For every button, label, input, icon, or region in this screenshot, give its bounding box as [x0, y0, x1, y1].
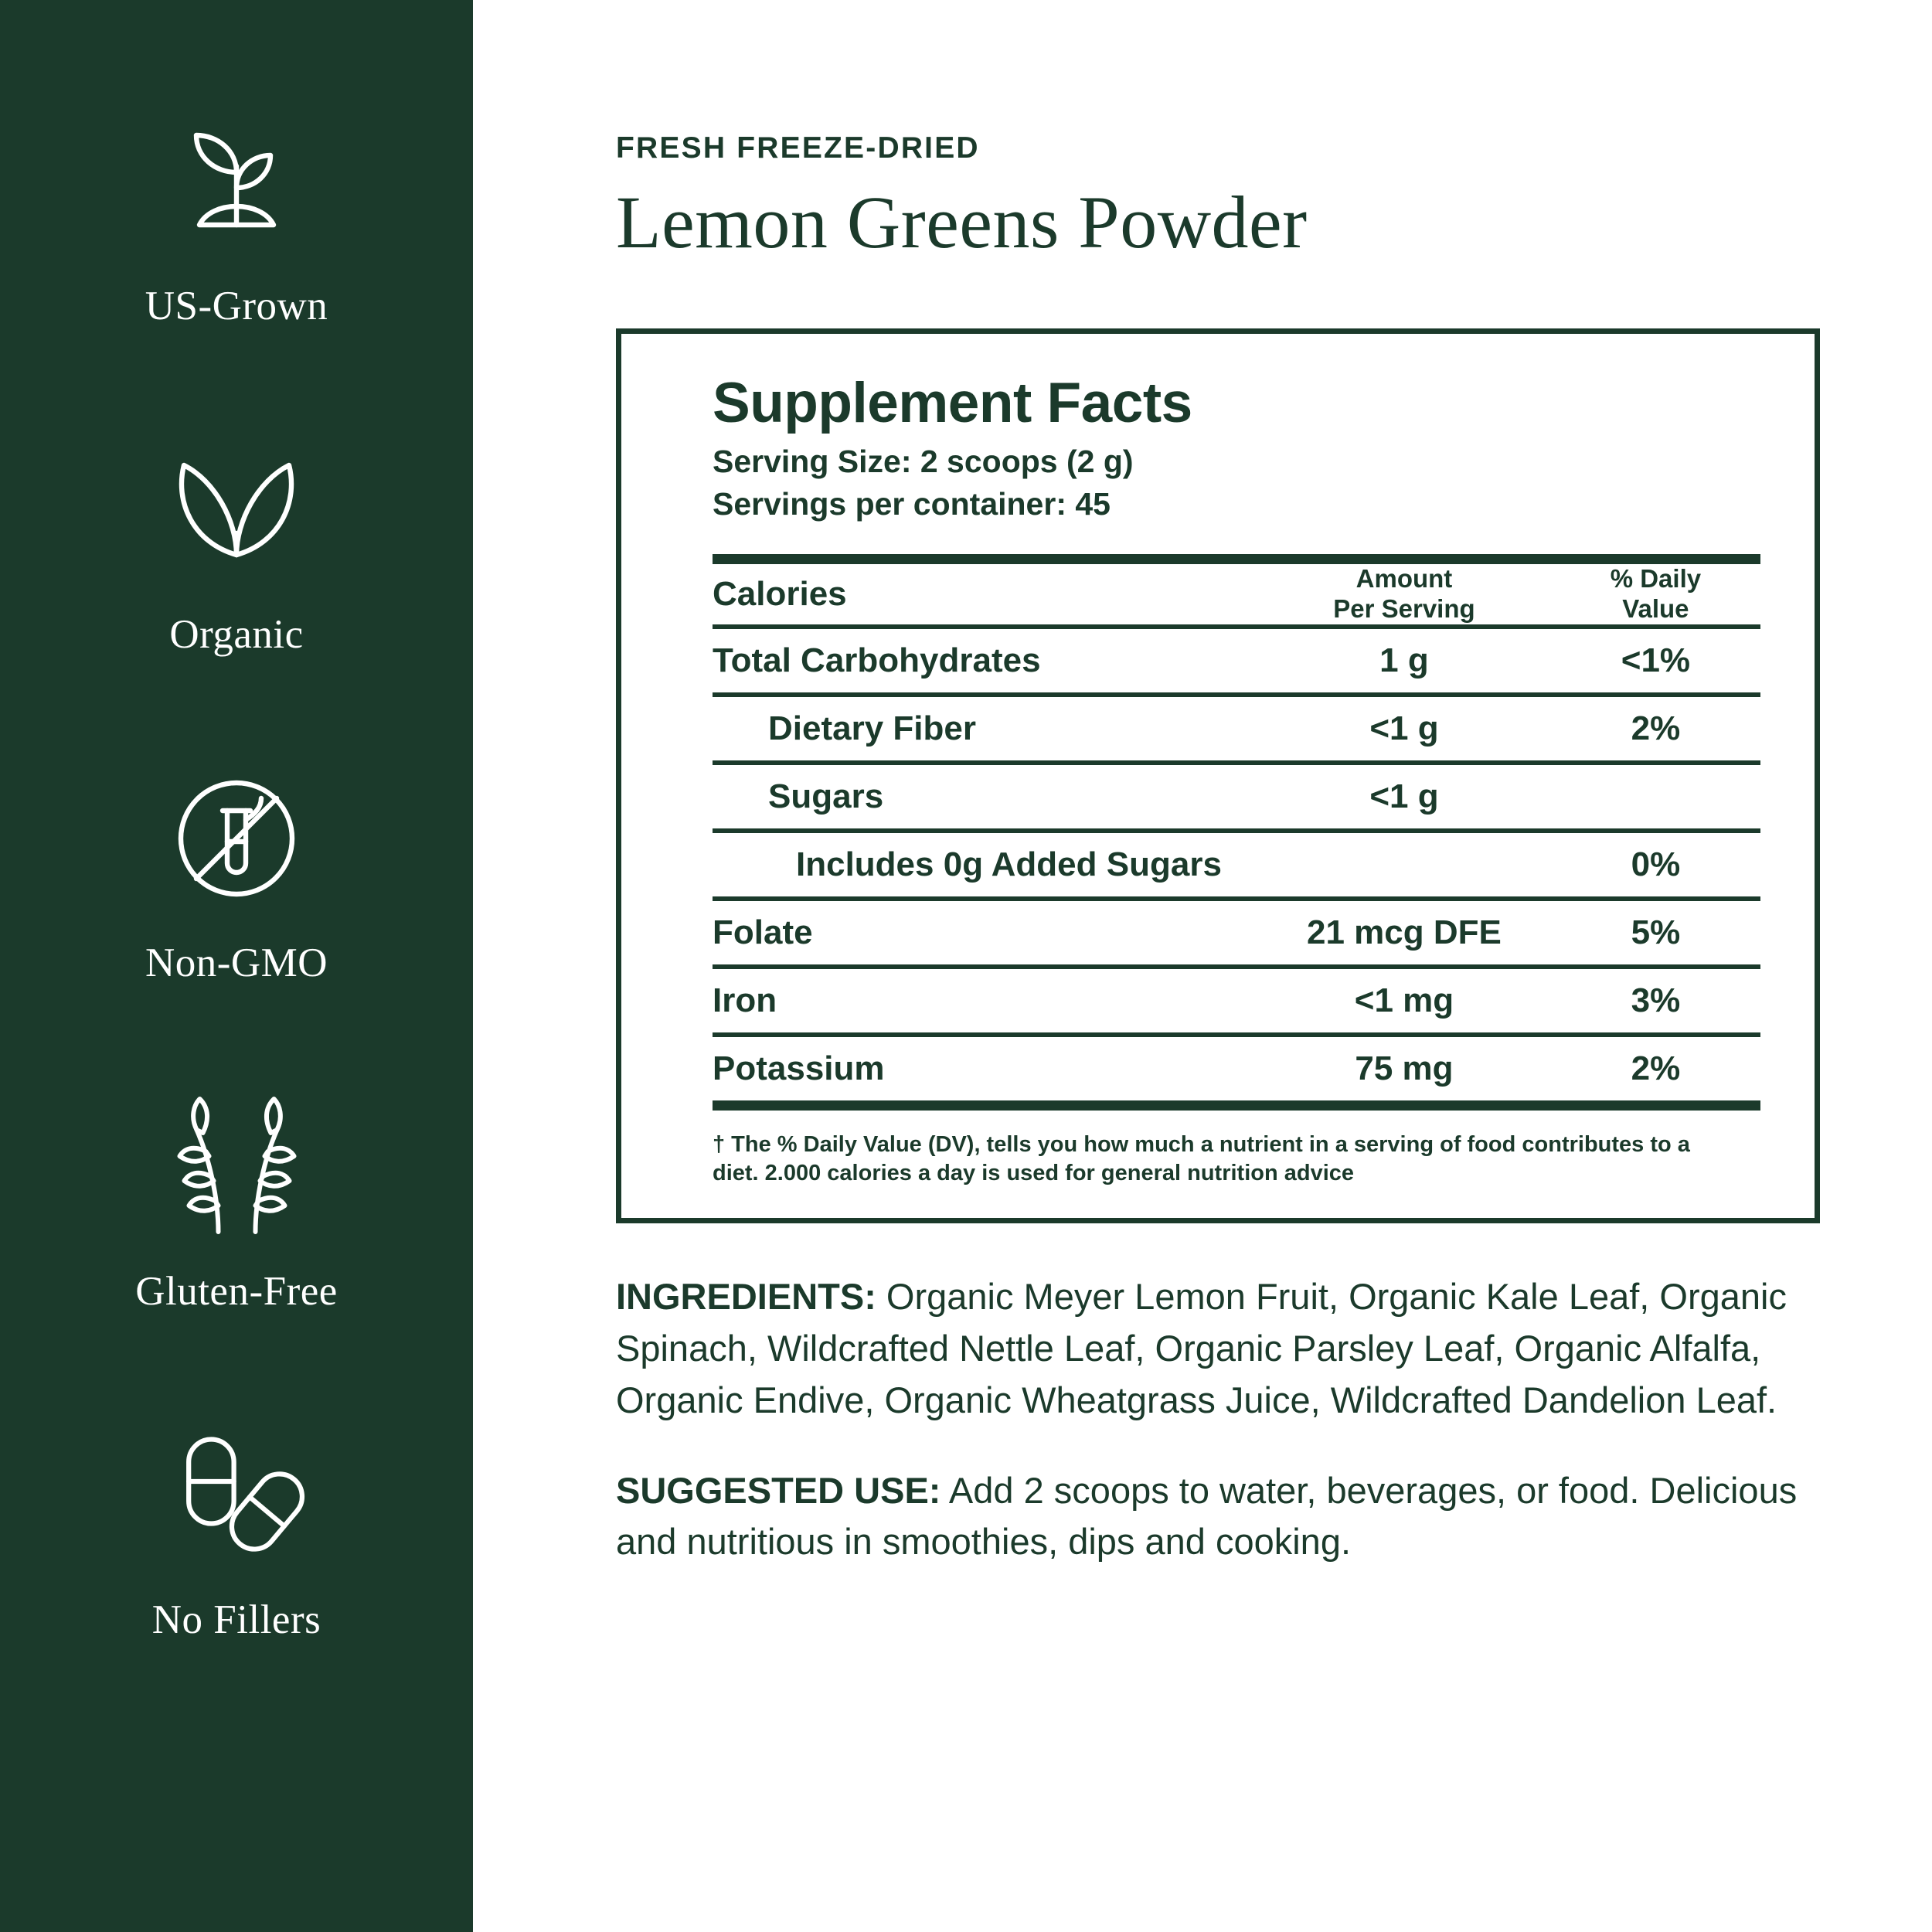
- dv-line-1: % Daily: [1610, 564, 1702, 594]
- nutrient-amount: 1 g: [1257, 627, 1551, 695]
- table-row: [713, 695, 1760, 763]
- nutrient-dv: 2%: [1551, 695, 1760, 763]
- badge-no-fillers: [0, 1406, 473, 1641]
- nutrient-dv: 5%: [1551, 899, 1760, 967]
- ingredients-label: INGREDIENTS:: [616, 1276, 876, 1318]
- badge-organic: [0, 421, 473, 655]
- supplement-facts-title: Supplement Facts: [713, 371, 1192, 434]
- nutrient-name: Iron: [713, 967, 1257, 1035]
- nutrient-dv: 2%: [1631, 1049, 1681, 1088]
- nutrient-dv: [1551, 763, 1760, 831]
- nutrient-name: Includes 0g Added Sugars: [713, 831, 1257, 899]
- badge-label: No Fillers: [151, 1597, 321, 1642]
- label-content: [473, 0, 1932, 1932]
- column-header-amount: [1257, 560, 1551, 627]
- two-leaves-icon: [140, 421, 333, 599]
- product-eyebrow: FRESH FREEZE-DRIED: [616, 131, 980, 165]
- amount-line-2: Per Serving: [1333, 594, 1475, 624]
- nutrient-dv: 3%: [1551, 967, 1760, 1035]
- nutrient-name: Potassium: [713, 1049, 885, 1088]
- no-gmo-test-tube-icon: [140, 750, 333, 927]
- table-header-row: [713, 560, 1760, 627]
- wheat-stalks-icon: [140, 1078, 333, 1256]
- dv-line-2: Value: [1622, 594, 1689, 624]
- table-row: [713, 1035, 1760, 1106]
- nutrient-dv: 0%: [1551, 831, 1760, 899]
- daily-value-footnote: † The % Daily Value (DV), tells you how much a nutrient in a serving of food contributes to a diet. 2.000 calories a day is used for general nutrition advice: [713, 1132, 1690, 1185]
- supplement-facts-panel: [616, 328, 1820, 1224]
- badge-label: Gluten-Free: [135, 1269, 338, 1314]
- badge-non-gmo: [0, 750, 473, 984]
- amount-line-1: Amount: [1355, 564, 1453, 594]
- nutrient-amount: [1257, 831, 1551, 899]
- badge-label: Organic: [169, 612, 304, 657]
- suggested-use-label: SUGGESTED USE:: [616, 1469, 941, 1511]
- table-row: [713, 763, 1760, 831]
- badge-label: US-Grown: [145, 284, 328, 328]
- capsules-pills-icon: [140, 1406, 333, 1584]
- badge-label: Non-GMO: [145, 940, 328, 985]
- table-row: [713, 967, 1760, 1035]
- supplement-facts-table: [713, 554, 1760, 1111]
- nutrient-amount: 21 mcg DFE: [1257, 899, 1551, 967]
- ingredients-text: Organic Meyer Lemon Fruit, Organic Kale Leaf, Organic Spinach, Wildcrafted Nettle Leaf, Organic Parsley Leaf, Organic Alfalfa, Organic Endive, Organic Wheatgrass Juice, Wildcrafted Dandelion Leaf.: [616, 1276, 1787, 1420]
- claims-sidebar: [0, 0, 473, 1932]
- nutrient-amount: <1 mg: [1257, 967, 1551, 1035]
- suggested-use-text: Add 2 scoops to water, beverages, or food. Delicious and nutritious in smoothies, dips and cooking.: [616, 1469, 1798, 1563]
- table-row: [713, 831, 1760, 899]
- badge-gluten-free: [0, 1078, 473, 1312]
- serving-size: Serving Size: 2 scoops (2 g): [713, 444, 1134, 480]
- nutrient-name: Total Carbohydrates: [713, 627, 1257, 695]
- nutrient-amount: 75 mg: [1355, 1049, 1454, 1088]
- page-title: Lemon Greens Powder: [616, 181, 1308, 264]
- nutrient-dv: <1%: [1551, 627, 1760, 695]
- nutrient-name: Folate: [713, 899, 1257, 967]
- table-bottom-rule: [713, 1106, 1760, 1111]
- table-row: [713, 899, 1760, 967]
- nutrient-name: Dietary Fiber: [713, 695, 1257, 763]
- column-header-daily-value: [1551, 560, 1760, 627]
- nutrient-name: Sugars: [713, 763, 1257, 831]
- servings-per-container: Servings per container: 45: [713, 485, 1111, 522]
- suggested-use-block: [616, 1465, 1837, 1568]
- ingredients-block: [616, 1271, 1837, 1426]
- column-header-calories: Calories: [713, 560, 1257, 627]
- nutrient-amount: <1 g: [1257, 763, 1551, 831]
- nutrient-amount: <1 g: [1257, 695, 1551, 763]
- seedling-sprout-icon: [140, 93, 333, 270]
- badge-us-grown: [0, 93, 473, 327]
- table-row: [713, 627, 1760, 695]
